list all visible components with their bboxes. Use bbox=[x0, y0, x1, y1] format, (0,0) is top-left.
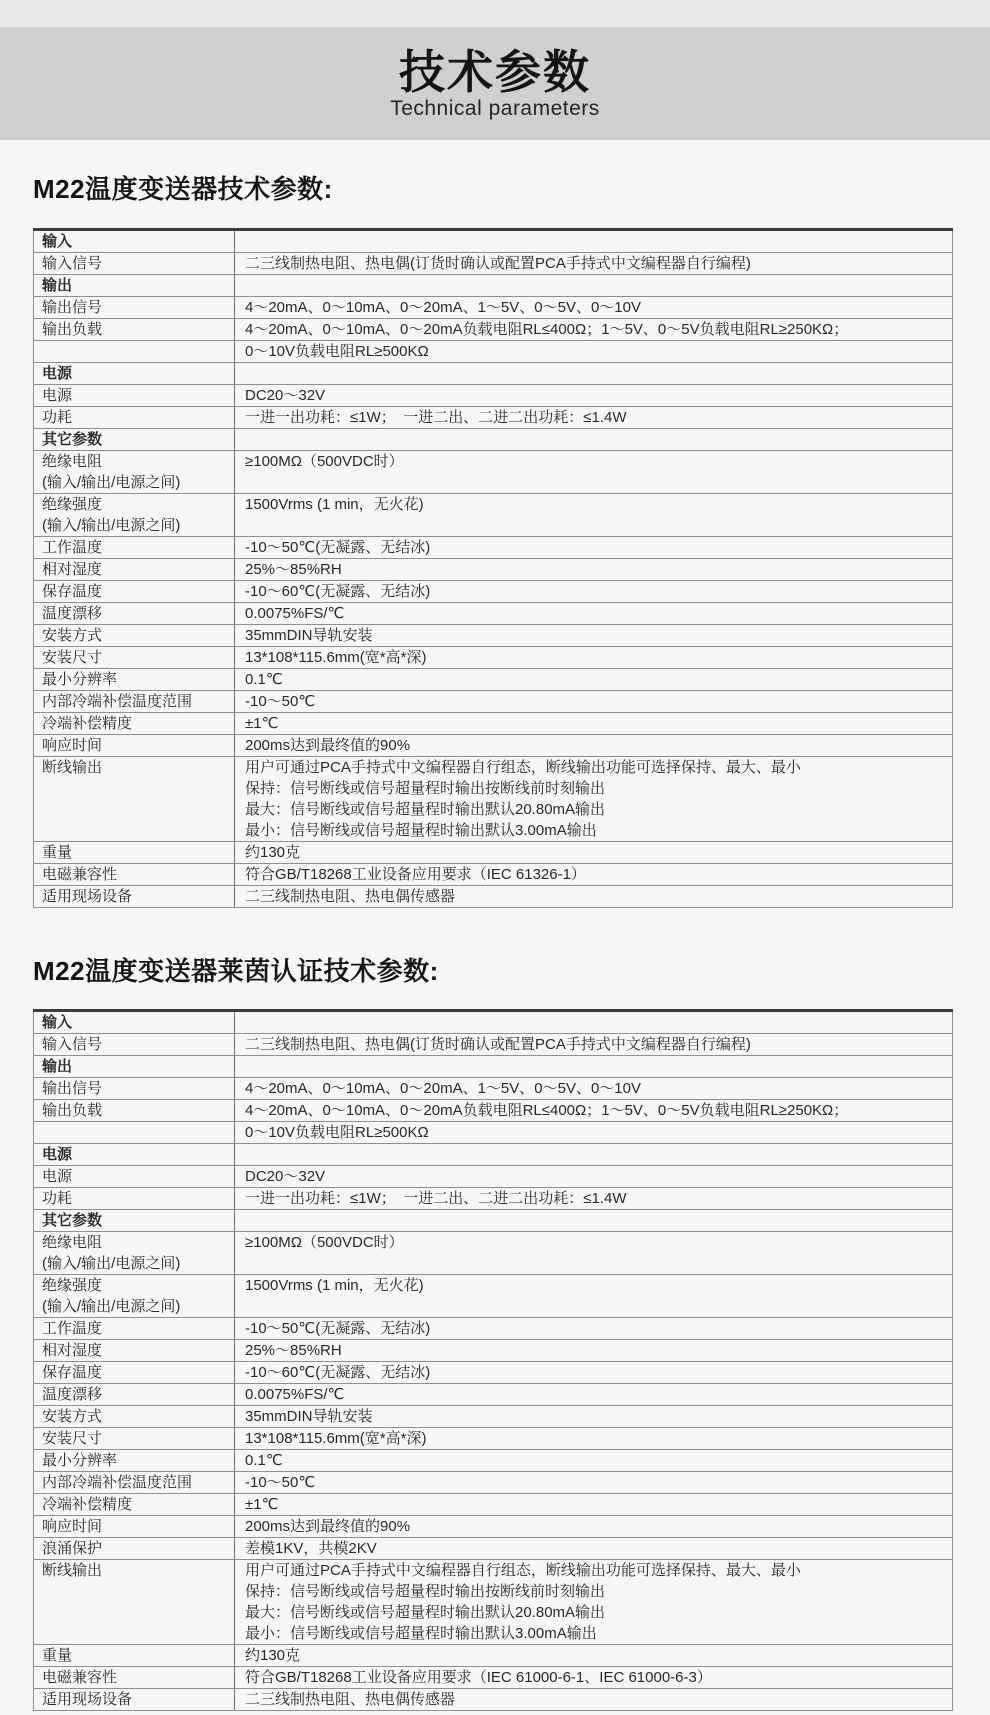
param-value: 用户可通过PCA手持式中文编程器自行组态，断线输出功能可选择保持、最大、最小 保持：信号断线或信号超量程时输出按断线前时刻输出 最大：信号断线或信号超量程时输出默认20.80mA输出 最小：信号断线或信号超量程时输出默认3.00mA输出 bbox=[235, 757, 953, 842]
spec-row bbox=[34, 297, 953, 319]
section-standard-params bbox=[33, 171, 955, 908]
param-value: 200ms达到最终值的90% bbox=[235, 735, 953, 757]
param-value: -10～50℃(无凝露、无结冰) bbox=[235, 537, 953, 559]
group-header-row bbox=[34, 1210, 953, 1232]
param-label: 安装尺寸 bbox=[34, 1428, 235, 1450]
param-label: 浪涌保护 bbox=[34, 1538, 235, 1560]
param-label: 电源 bbox=[34, 385, 235, 407]
spec-row bbox=[34, 669, 953, 691]
param-value: -10～60℃(无凝露、无结冰) bbox=[235, 1362, 953, 1384]
param-value bbox=[235, 363, 953, 385]
param-value: 0.0075%FS/℃ bbox=[235, 1384, 953, 1406]
param-value bbox=[235, 1144, 953, 1166]
param-value: DC20～32V bbox=[235, 1166, 953, 1188]
param-label: 安装方式 bbox=[34, 625, 235, 647]
spec-table-standard bbox=[33, 228, 953, 908]
param-label: 电源 bbox=[34, 363, 235, 385]
param-value: 一进一出功耗：≤1W； 一进二出、二进二出功耗：≤1.4W bbox=[235, 407, 953, 429]
param-label: 相对湿度 bbox=[34, 559, 235, 581]
param-value: 符合GB/T18268工业设备应用要求（IEC 61326-1） bbox=[235, 864, 953, 886]
param-label: 输出负载 bbox=[34, 1100, 235, 1122]
spec-row bbox=[34, 1645, 953, 1667]
param-label: 响应时间 bbox=[34, 735, 235, 757]
param-label: 安装尺寸 bbox=[34, 647, 235, 669]
param-value: 约130克 bbox=[235, 842, 953, 864]
param-value: 0.1℃ bbox=[235, 1450, 953, 1472]
param-label: 其它参数 bbox=[34, 1210, 235, 1232]
spec-row bbox=[34, 559, 953, 581]
spec-row bbox=[34, 1428, 953, 1450]
param-value: 用户可通过PCA手持式中文编程器自行组态，断线输出功能可选择保持、最大、最小 保持：信号断线或信号超量程时输出按断线前时刻输出 最大：信号断线或信号超量程时输出默认20.80mA输出 最小：信号断线或信号超量程时输出默认3.00mA输出 bbox=[235, 1560, 953, 1645]
spec-row bbox=[34, 1450, 953, 1472]
param-label: 温度漂移 bbox=[34, 1384, 235, 1406]
param-label: 内部冷端补偿温度范围 bbox=[34, 691, 235, 713]
param-value: ±1℃ bbox=[235, 713, 953, 735]
param-label: 安装方式 bbox=[34, 1406, 235, 1428]
param-value: 二三线制热电阻、热电偶(订货时确认或配置PCA手持式中文编程器自行编程) bbox=[235, 1034, 953, 1056]
spec-row bbox=[34, 341, 953, 363]
param-label: 电源 bbox=[34, 1144, 235, 1166]
spec-row bbox=[34, 842, 953, 864]
spec-row bbox=[34, 407, 953, 429]
group-header-row bbox=[34, 230, 953, 253]
param-value bbox=[235, 275, 953, 297]
spec-row bbox=[34, 864, 953, 886]
param-label: 工作温度 bbox=[34, 537, 235, 559]
param-label: 重量 bbox=[34, 842, 235, 864]
param-value: 4～20mA、0～10mA、0～20mA负载电阻RL≤400Ω；1～5V、0～5V负载电阻RL≥250KΩ； bbox=[235, 1100, 953, 1122]
page-title: 技术参数 bbox=[399, 45, 591, 98]
spec-row bbox=[34, 713, 953, 735]
param-value: 13*108*115.6mm(宽*高*深) bbox=[235, 647, 953, 669]
param-value: 0.0075%FS/℃ bbox=[235, 603, 953, 625]
spec-row bbox=[34, 691, 953, 713]
param-value: 二三线制热电阻、热电偶(订货时确认或配置PCA手持式中文编程器自行编程) bbox=[235, 253, 953, 275]
spec-row bbox=[34, 886, 953, 908]
param-value: -10～50℃ bbox=[235, 691, 953, 713]
spec-row bbox=[34, 1078, 953, 1100]
page-header bbox=[0, 27, 990, 140]
param-value: 35mmDIN导轨安装 bbox=[235, 1406, 953, 1428]
spec-row bbox=[34, 1166, 953, 1188]
content bbox=[0, 171, 990, 1711]
param-label: 响应时间 bbox=[34, 1516, 235, 1538]
spec-row bbox=[34, 1340, 953, 1362]
param-value: 1500Vrms (1 min，无火花) bbox=[235, 494, 953, 537]
group-header-row bbox=[34, 363, 953, 385]
param-value bbox=[235, 1011, 953, 1034]
param-value: 4～20mA、0～10mA、0～20mA、1～5V、0～5V、0～10V bbox=[235, 297, 953, 319]
param-label: 输入 bbox=[34, 230, 235, 253]
param-value: DC20～32V bbox=[235, 385, 953, 407]
param-label: 绝缘电阻 (输入/输出/电源之间) bbox=[34, 1232, 235, 1275]
param-label: 重量 bbox=[34, 1645, 235, 1667]
param-label: 绝缘强度 (输入/输出/电源之间) bbox=[34, 494, 235, 537]
param-value: 符合GB/T18268工业设备应用要求（IEC 61000-6-1、IEC 61000-6-3） bbox=[235, 1667, 953, 1689]
spec-row bbox=[34, 1034, 953, 1056]
param-label: 断线输出 bbox=[34, 1560, 235, 1645]
top-strip bbox=[0, 0, 990, 27]
group-header-row bbox=[34, 1011, 953, 1034]
param-value: 1500Vrms (1 min，无火花) bbox=[235, 1275, 953, 1318]
group-header-row bbox=[34, 429, 953, 451]
spec-row bbox=[34, 1275, 953, 1318]
param-value: -10～60℃(无凝露、无结冰) bbox=[235, 581, 953, 603]
param-value: 差模1KV，共模2KV bbox=[235, 1538, 953, 1560]
param-value bbox=[235, 1056, 953, 1078]
spec-row bbox=[34, 1318, 953, 1340]
group-header-row bbox=[34, 1056, 953, 1078]
param-label: 内部冷端补偿温度范围 bbox=[34, 1472, 235, 1494]
param-label: 输出信号 bbox=[34, 297, 235, 319]
spec-row bbox=[34, 385, 953, 407]
param-label: 最小分辨率 bbox=[34, 1450, 235, 1472]
param-value: ≥100MΩ（500VDC时） bbox=[235, 451, 953, 494]
group-header-row bbox=[34, 275, 953, 297]
param-value: 25%～85%RH bbox=[235, 1340, 953, 1362]
page-subtitle: Technical parameters bbox=[390, 96, 600, 120]
param-label: 冷端补偿精度 bbox=[34, 713, 235, 735]
param-label: 断线输出 bbox=[34, 757, 235, 842]
spec-row bbox=[34, 1362, 953, 1384]
spec-row bbox=[34, 735, 953, 757]
spec-row bbox=[34, 1689, 953, 1711]
spec-row bbox=[34, 625, 953, 647]
param-value: 0～10V负载电阻RL≥500KΩ bbox=[235, 341, 953, 363]
param-value: -10～50℃(无凝露、无结冰) bbox=[235, 1318, 953, 1340]
section-title: M22温度变送器技术参数: bbox=[33, 174, 333, 204]
param-value: 一进一出功耗：≤1W； 一进二出、二进二出功耗：≤1.4W bbox=[235, 1188, 953, 1210]
spec-row bbox=[34, 581, 953, 603]
param-value: ±1℃ bbox=[235, 1494, 953, 1516]
spec-table-certified bbox=[33, 1009, 953, 1711]
spec-row bbox=[34, 1122, 953, 1144]
param-label: 输出负载 bbox=[34, 319, 235, 341]
spec-row bbox=[34, 1494, 953, 1516]
param-label: 适用现场设备 bbox=[34, 1689, 235, 1711]
param-value: 0.1℃ bbox=[235, 669, 953, 691]
param-label: 冷端补偿精度 bbox=[34, 1494, 235, 1516]
param-label: 工作温度 bbox=[34, 1318, 235, 1340]
param-value: -10～50℃ bbox=[235, 1472, 953, 1494]
param-label: 输出 bbox=[34, 275, 235, 297]
spec-row bbox=[34, 319, 953, 341]
spec-row bbox=[34, 1232, 953, 1275]
group-header-row bbox=[34, 1144, 953, 1166]
param-value: 35mmDIN导轨安装 bbox=[235, 625, 953, 647]
param-value: 约130克 bbox=[235, 1645, 953, 1667]
param-value: 二三线制热电阻、热电偶传感器 bbox=[235, 1689, 953, 1711]
param-label: 保存温度 bbox=[34, 581, 235, 603]
param-value: ≥100MΩ（500VDC时） bbox=[235, 1232, 953, 1275]
param-value: 200ms达到最终值的90% bbox=[235, 1516, 953, 1538]
spec-row bbox=[34, 1560, 953, 1645]
section-title: M22温度变送器莱茵认证技术参数: bbox=[33, 956, 439, 986]
spec-row bbox=[34, 1538, 953, 1560]
param-value: 13*108*115.6mm(宽*高*深) bbox=[235, 1428, 953, 1450]
param-value: 4～20mA、0～10mA、0～20mA、1～5V、0～5V、0～10V bbox=[235, 1078, 953, 1100]
param-label: 输入信号 bbox=[34, 253, 235, 275]
spec-row bbox=[34, 1516, 953, 1538]
spec-row bbox=[34, 647, 953, 669]
spec-row bbox=[34, 1667, 953, 1689]
param-value: 4～20mA、0～10mA、0～20mA负载电阻RL≤400Ω；1～5V、0～5V负载电阻RL≥250KΩ； bbox=[235, 319, 953, 341]
param-label: 功耗 bbox=[34, 407, 235, 429]
section-certified-params bbox=[33, 953, 955, 1711]
param-label: 电源 bbox=[34, 1166, 235, 1188]
spec-row bbox=[34, 537, 953, 559]
param-label: 适用现场设备 bbox=[34, 886, 235, 908]
param-label: 输入 bbox=[34, 1011, 235, 1034]
param-value bbox=[235, 230, 953, 253]
param-label bbox=[34, 1122, 235, 1144]
param-value: 二三线制热电阻、热电偶传感器 bbox=[235, 886, 953, 908]
spec-row bbox=[34, 1188, 953, 1210]
param-label: 输出 bbox=[34, 1056, 235, 1078]
param-label: 输入信号 bbox=[34, 1034, 235, 1056]
spec-row bbox=[34, 494, 953, 537]
spec-row bbox=[34, 451, 953, 494]
param-label: 输出信号 bbox=[34, 1078, 235, 1100]
param-label: 相对湿度 bbox=[34, 1340, 235, 1362]
param-label bbox=[34, 341, 235, 363]
spec-row bbox=[34, 1100, 953, 1122]
spec-row bbox=[34, 757, 953, 842]
param-value: 25%～85%RH bbox=[235, 559, 953, 581]
param-value bbox=[235, 1210, 953, 1232]
param-label: 电磁兼容性 bbox=[34, 1667, 235, 1689]
param-label: 绝缘电阻 (输入/输出/电源之间) bbox=[34, 451, 235, 494]
spec-row bbox=[34, 1406, 953, 1428]
param-label: 温度漂移 bbox=[34, 603, 235, 625]
spec-row bbox=[34, 603, 953, 625]
param-value bbox=[235, 429, 953, 451]
param-label: 最小分辨率 bbox=[34, 669, 235, 691]
param-label: 保存温度 bbox=[34, 1362, 235, 1384]
spec-row bbox=[34, 1472, 953, 1494]
param-label: 电磁兼容性 bbox=[34, 864, 235, 886]
param-label: 绝缘强度 (输入/输出/电源之间) bbox=[34, 1275, 235, 1318]
spec-row bbox=[34, 253, 953, 275]
spec-row bbox=[34, 1384, 953, 1406]
param-value: 0～10V负载电阻RL≥500KΩ bbox=[235, 1122, 953, 1144]
param-label: 其它参数 bbox=[34, 429, 235, 451]
param-label: 功耗 bbox=[34, 1188, 235, 1210]
